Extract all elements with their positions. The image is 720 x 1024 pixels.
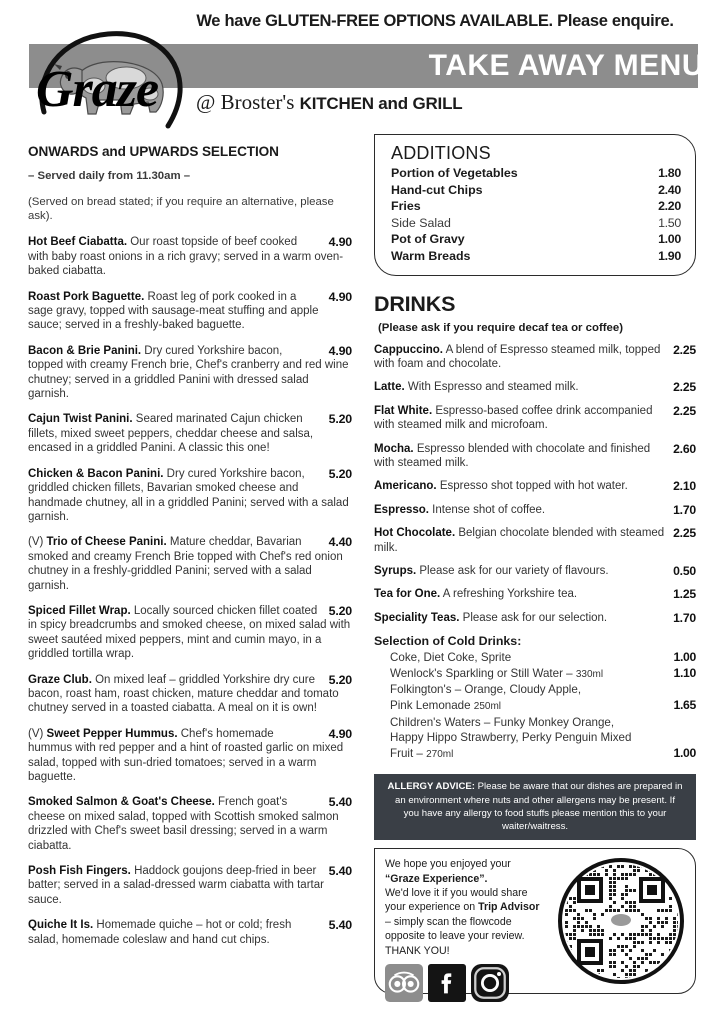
menu-item-description: French goat's cheese on mixed salad, topped with Scottish smoked salmon drizzled with Chef's sweet basil dressing; served in a warm ciabatta. bbox=[28, 796, 339, 852]
menu-item bbox=[28, 344, 352, 402]
drink-item bbox=[374, 526, 696, 555]
drink-item-text bbox=[374, 503, 696, 517]
addition-row bbox=[391, 248, 681, 265]
menu-item bbox=[28, 604, 352, 662]
cold-drink-row bbox=[374, 746, 696, 763]
served-daily-note: – Served daily from 11.30am – bbox=[28, 170, 191, 182]
takeaway-menu-title: TAKE AWAY MENU bbox=[428, 49, 704, 82]
drink-item bbox=[374, 442, 696, 471]
menu-item-price: 5.40 bbox=[328, 795, 352, 810]
allergy-advice-label: ALLERGY ADVICE: bbox=[387, 781, 475, 793]
menu-item-text bbox=[28, 235, 352, 278]
menu-item-text bbox=[28, 604, 352, 662]
addition-price: 2.20 bbox=[658, 199, 681, 214]
menu-item-text bbox=[28, 727, 352, 785]
menu-item-description: Haddock goujons deep-fried in beer batter; served in a salad-dressed warm ciabatta with tartar sauce. bbox=[28, 865, 324, 906]
allergy-advice-box bbox=[374, 774, 696, 840]
menu-item-name: Spiced Fillet Wrap. bbox=[28, 604, 131, 617]
drink-item-price: 2.25 bbox=[673, 380, 696, 395]
drink-item bbox=[374, 479, 696, 493]
menu-item-price: 5.20 bbox=[328, 672, 352, 687]
addition-price: 1.50 bbox=[658, 215, 681, 230]
drink-item-description: Please ask for our selection. bbox=[459, 611, 608, 624]
menu-item bbox=[28, 673, 352, 716]
drink-item bbox=[374, 343, 696, 372]
menu-item bbox=[28, 727, 352, 785]
menu-item-price: 4.90 bbox=[328, 726, 352, 741]
drink-item-description: Please ask for our variety of flavours. bbox=[416, 565, 609, 578]
drink-item bbox=[374, 380, 696, 394]
addition-label: Portion of Vegetables bbox=[391, 166, 518, 180]
drink-item bbox=[374, 587, 696, 601]
menu-item-name: Hot Beef Ciabatta. bbox=[28, 236, 128, 249]
menu-item bbox=[28, 412, 352, 455]
decaf-note: (Please ask if you require decaf tea or coffee) bbox=[378, 321, 623, 334]
addition-row bbox=[391, 215, 681, 232]
page-header bbox=[0, 0, 720, 130]
addition-row bbox=[391, 198, 681, 215]
drink-item-price: 2.25 bbox=[673, 403, 696, 418]
footer-trip-advisor: Trip Advisor bbox=[478, 901, 540, 914]
menu-item-price: 5.20 bbox=[328, 412, 352, 427]
drink-item-price: 1.70 bbox=[673, 502, 696, 517]
drink-item-description: A blend of Espresso steamed milk, topped with foam and chocolate. bbox=[374, 343, 661, 370]
cold-drink-row bbox=[374, 698, 696, 715]
cold-drink-label: Wenlock's Sparkling or Still Water – 330ml bbox=[390, 666, 604, 680]
cold-drink-row bbox=[374, 666, 696, 683]
menu-item-text bbox=[28, 918, 352, 947]
drink-item-name: Latte. bbox=[374, 381, 405, 394]
drink-item bbox=[374, 564, 696, 578]
cold-drink-label: Folkington's – Orange, Cloudy Apple, bbox=[390, 683, 582, 697]
addition-price: 1.90 bbox=[658, 248, 681, 263]
cold-drink-label: Happy Hippo Strawberry, Perky Penguin Mixed bbox=[390, 731, 632, 745]
menu-item-name: Chicken & Bacon Panini. bbox=[28, 467, 164, 480]
menu-item-text bbox=[28, 673, 352, 716]
menu-item-text bbox=[28, 864, 352, 907]
drink-item-name: Syrups. bbox=[374, 565, 417, 578]
drink-item-price: 2.25 bbox=[673, 342, 696, 357]
drink-item-price: 2.60 bbox=[673, 441, 696, 456]
right-column bbox=[374, 134, 696, 994]
menu-item-description: Mature cheddar, Bavarian smoked and creamy French Brie topped with Chef's red onion chutney in a freshly-griddled Panini; served with a salad garnish. bbox=[28, 536, 343, 592]
drink-item-name: Flat White. bbox=[374, 404, 433, 417]
drink-item-description: Espresso blended with chocolate and finished with steamed milk. bbox=[374, 442, 651, 469]
cold-drink-label: Fruit – 270ml bbox=[390, 746, 454, 760]
menu-item-name: Quiche It Is. bbox=[28, 919, 94, 932]
footer-line-1: We hope you enjoyed your bbox=[385, 858, 511, 871]
cold-drink-price: 1.00 bbox=[673, 650, 696, 665]
drink-item-text bbox=[374, 404, 696, 433]
cold-drink-row bbox=[374, 650, 696, 666]
veg-marker: (V) bbox=[28, 727, 47, 740]
menu-item-description: Roast leg of pork cooked in a sage gravy, topped with sausage-meat stuffing and apple sauce; served in a freshly-baked baguette. bbox=[28, 290, 319, 332]
menu-item-price: 5.20 bbox=[328, 466, 352, 481]
bread-stated-note: (Served on bread stated; if you require an alternative, please ask). bbox=[28, 196, 334, 223]
drink-item-description: With Espresso and steamed milk. bbox=[404, 381, 579, 394]
menu-item bbox=[28, 235, 352, 278]
menu-item-name: Posh Fish Fingers. bbox=[28, 865, 131, 878]
menu-item-text bbox=[28, 290, 352, 333]
menu-item-name: Sweet Pepper Hummus. bbox=[46, 727, 178, 740]
menu-item bbox=[28, 795, 352, 853]
cold-drink-size: 270ml bbox=[426, 748, 454, 760]
footer-graze-experience: “Graze Experience”. bbox=[385, 872, 488, 885]
menu-item-description: Seared marinated Cajun chicken fillets, mixed sweet peppers, cheddar cheese and salsa, encased in a griddled Panini. A classic this one! bbox=[28, 413, 314, 455]
drink-item-description: Intense shot of coffee. bbox=[428, 503, 546, 516]
footer-thank-you: THANK YOU! bbox=[385, 944, 450, 957]
drink-item-price: 2.25 bbox=[673, 526, 696, 541]
drink-item-text bbox=[374, 587, 696, 601]
drink-item bbox=[374, 503, 696, 517]
menu-item-description: Locally sourced chicken fillet coated in spicy breadcrumbs and smoked cheese, on mixed salad with sweet sautéed mixed peppers, mint and cumin mayo, in a griddled tortilla wrap. bbox=[28, 604, 351, 661]
menu-item-price: 5.20 bbox=[328, 603, 352, 618]
drink-item-description: Espresso-based coffee drink accompanied with steamed milk and microfoam. bbox=[374, 404, 653, 432]
left-column bbox=[28, 144, 352, 958]
allergy-advice-text: Please be aware that our dishes are prepared in an environment where nuts and other allergens may be present. If you have any allergy to food stuffs please mention this to your waiter/waitress. bbox=[395, 781, 683, 833]
additions-title: ADDITIONS bbox=[391, 143, 491, 163]
menu-item bbox=[28, 535, 352, 593]
menu-item-text bbox=[28, 467, 352, 525]
drink-item-text bbox=[374, 380, 696, 394]
drink-item-price: 1.25 bbox=[673, 587, 696, 602]
footer-line-4a: your experience on bbox=[385, 901, 479, 914]
cold-drink-size: 250ml bbox=[473, 701, 502, 713]
menu-item bbox=[28, 864, 352, 907]
cold-drink-row bbox=[374, 730, 696, 746]
menu-item-text bbox=[28, 412, 352, 455]
drinks-title: DRINKS bbox=[374, 291, 456, 316]
additions-list bbox=[391, 165, 681, 265]
drink-item-price: 2.10 bbox=[673, 479, 696, 494]
drink-item-text bbox=[374, 343, 696, 372]
menu-item-price: 5.40 bbox=[328, 864, 352, 879]
additions-box bbox=[374, 134, 696, 276]
drink-item-name: Mocha. bbox=[374, 442, 414, 455]
drink-item-name: Hot Chocolate. bbox=[374, 527, 456, 540]
drink-item bbox=[374, 611, 696, 625]
menu-item-name: Graze Club. bbox=[28, 673, 92, 686]
cold-drink-size: 330ml bbox=[575, 668, 604, 680]
section-title-onwards: ONWARDS and UPWARDS SELECTION bbox=[28, 144, 279, 159]
veg-marker: (V) bbox=[28, 536, 47, 549]
menu-item-name: Cajun Twist Panini. bbox=[28, 413, 133, 426]
brand-at-text: @ Broster's bbox=[196, 90, 300, 114]
review-footer-text bbox=[385, 857, 551, 985]
cold-drink-price: 1.65 bbox=[673, 698, 696, 713]
review-footer-box bbox=[374, 848, 696, 994]
drink-item-price: 0.50 bbox=[673, 564, 696, 579]
menu-item-name: Bacon & Brie Panini. bbox=[28, 344, 142, 357]
cold-drink-price: 1.00 bbox=[673, 745, 696, 760]
menu-item-text bbox=[28, 535, 352, 593]
food-item-list bbox=[28, 235, 352, 947]
cold-drink-row bbox=[374, 715, 696, 731]
drink-item-name: Espresso. bbox=[374, 503, 429, 516]
drink-item-text bbox=[374, 442, 696, 471]
flowcode-wrapper bbox=[557, 857, 685, 985]
menu-item-price: 4.90 bbox=[328, 343, 352, 358]
drink-item bbox=[374, 404, 696, 433]
menu-item-description: Chef's homemade hummus with red pepper and a hint of roasted garlic on mixed salad, topped with sun-dried tomatoes; served in a warm baguette. bbox=[28, 727, 344, 783]
gluten-free-notice: We have GLUTEN-FREE OPTIONS AVAILABLE. Please enquire. bbox=[196, 12, 674, 30]
addition-label: Side Salad bbox=[391, 215, 451, 230]
footer-line-3: We'd love it if you would share bbox=[385, 887, 528, 900]
menu-item-price: 5.40 bbox=[328, 918, 352, 933]
cold-drink-label: Children's Waters – Funky Monkey Orange, bbox=[390, 715, 615, 729]
cold-drinks-list bbox=[374, 650, 696, 762]
menu-item-name: Trio of Cheese Panini. bbox=[46, 536, 167, 549]
cold-drink-price: 1.10 bbox=[673, 665, 696, 680]
addition-label: Pot of Gravy bbox=[391, 232, 465, 247]
addition-label: Warm Breads bbox=[391, 248, 471, 263]
drink-item-description: A refreshing Yorkshire tea. bbox=[440, 588, 578, 601]
menu-item-description: On mixed leaf – griddled Yorkshire dry cure bacon, roast ham, roast chicken, mature cheddar and tomato chutney served in a toasted ciabatta. A meal on it is own! bbox=[28, 673, 339, 715]
drink-item-description: Belgian chocolate blended with steamed milk. bbox=[374, 527, 665, 554]
facebook-icon[interactable] bbox=[428, 964, 466, 1002]
brand-subtitle bbox=[196, 90, 462, 115]
addition-row bbox=[391, 182, 681, 199]
menu-item-price: 4.40 bbox=[328, 535, 352, 550]
drink-item-description: Espresso shot topped with hot water. bbox=[436, 480, 628, 493]
menu-item bbox=[28, 467, 352, 525]
brand-kitchen-grill-text: KITCHEN and GRILL bbox=[299, 94, 463, 113]
menu-item-text bbox=[28, 795, 352, 853]
instagram-icon[interactable] bbox=[471, 964, 509, 1002]
drink-item-price: 1.70 bbox=[673, 610, 696, 625]
menu-item bbox=[28, 290, 352, 333]
addition-label: Hand-cut Chips bbox=[391, 182, 483, 197]
flowcode-qr-icon[interactable] bbox=[557, 857, 685, 985]
addition-row bbox=[391, 231, 681, 248]
addition-label: Fries bbox=[391, 199, 421, 214]
drink-item-text bbox=[374, 479, 696, 493]
menu-item-price: 4.90 bbox=[328, 235, 352, 250]
cold-drinks-heading: Selection of Cold Drinks: bbox=[374, 634, 522, 649]
addition-price: 1.80 bbox=[658, 166, 681, 180]
menu-item-name: Roast Pork Baguette. bbox=[28, 290, 145, 303]
cold-drink-label: Pink Lemonade 250ml bbox=[390, 699, 502, 713]
drink-item-text bbox=[374, 564, 696, 578]
drink-item-name: Tea for One. bbox=[374, 588, 441, 601]
cold-drink-label: Coke, Diet Coke, Sprite bbox=[390, 651, 512, 665]
drink-item-name: Speciality Teas. bbox=[374, 611, 460, 624]
menu-item-name: Smoked Salmon & Goat's Cheese. bbox=[28, 796, 215, 809]
drink-item-name: Americano. bbox=[374, 480, 437, 493]
drink-item-name: Cappuccino. bbox=[374, 343, 444, 356]
menu-item-description: Dry cured Yorkshire bacon, griddled chicken fillets, Bavarian smoked cheese and handmade chutney, all in a griddled Panini; served with a salad garnish. bbox=[28, 467, 349, 523]
social-icons bbox=[385, 964, 551, 1002]
addition-row bbox=[391, 165, 681, 182]
cold-drink-row bbox=[374, 682, 696, 698]
menu-item-price: 4.90 bbox=[328, 289, 352, 304]
menu-item-description: Our roast topside of beef cooked with baby roast onions in a rich gravy; served in a warm oven-baked ciabatta. bbox=[28, 236, 344, 278]
menu-item-text bbox=[28, 344, 352, 402]
drink-item-text bbox=[374, 611, 696, 625]
addition-price: 1.00 bbox=[658, 232, 681, 247]
footer-line-6: opposite to leave your review. bbox=[385, 930, 525, 943]
tripadvisor-icon[interactable] bbox=[385, 964, 423, 1002]
footer-line-5: – simply scan the flowcode bbox=[385, 915, 512, 928]
drinks-list bbox=[374, 343, 696, 626]
graze-logo bbox=[30, 26, 195, 130]
graze-wordmark: Graze bbox=[36, 61, 159, 118]
menu-item-description: Dry cured Yorkshire bacon, topped with creamy French brie, Chef's cranberry and red wine chutney; served in a griddled Panini with dressed salad garnish. bbox=[28, 344, 349, 401]
menu-item bbox=[28, 918, 352, 947]
drink-item-text bbox=[374, 526, 696, 555]
addition-price: 2.40 bbox=[658, 182, 681, 197]
menu-item-description: Homemade quiche – hot or cold; fresh salad, homemade coleslaw and hand cut chips. bbox=[28, 919, 292, 946]
